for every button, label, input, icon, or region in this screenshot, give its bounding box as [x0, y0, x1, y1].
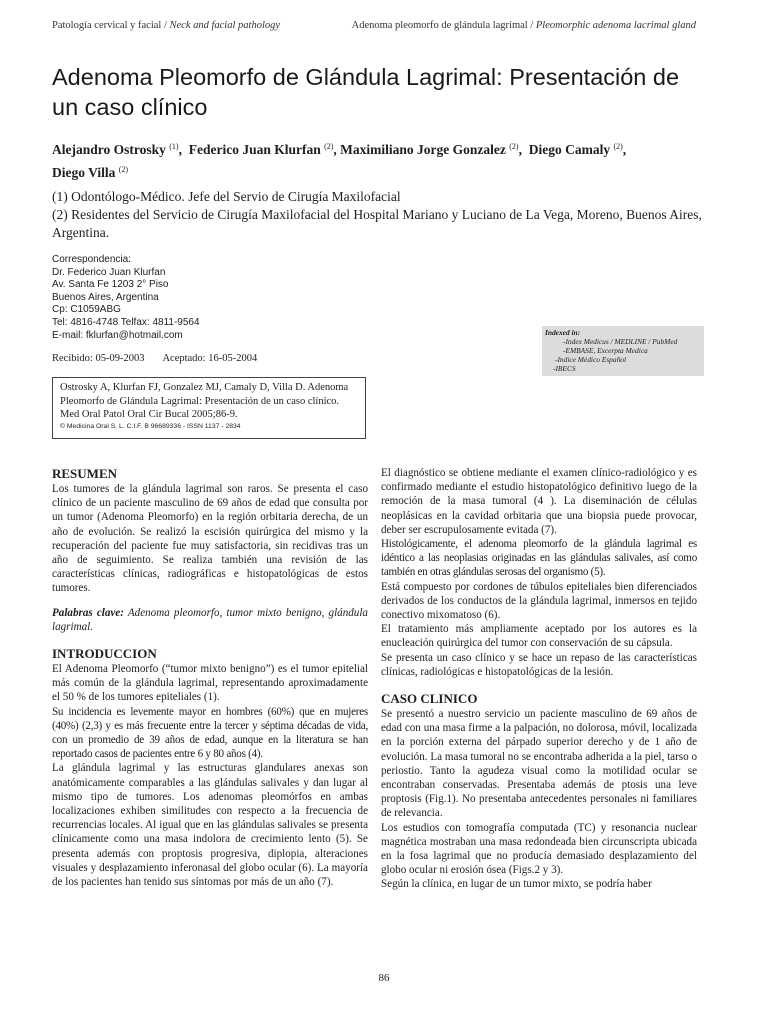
author-name: Maximiliano Jorge Gonzalez [340, 142, 506, 157]
author-ref: (1) [169, 142, 179, 151]
affiliation-1: (1) Odontólogo-Médico. Jefe del Servio de Cirugía Maxilofacial [52, 189, 401, 204]
correspondence-line: Correspondencia: [52, 254, 131, 265]
index-item: -Index Medicus / MEDLINE / PubMed [563, 336, 678, 346]
resumen-text: Los tumores de la glándula lagrimal son raros. Se presenta el caso clínico de un paciente masculino de 69 años de edad que consulta por un tumor (Adenoma Pleomorfo) en la región orbitaria derecha, de un año de evolución. Se realizó la escisión quirúrgica del mismo y la recuperación del paciente fue muy satisfactoria, sin recidivas tras un año de seguimiento. Se realiza también una revisión de las características clínicas, radiográficas e histopatológicas de estos tumores. [52, 483, 368, 595]
accepted-date: Aceptado: 16-05-2004 [162, 353, 258, 364]
author-list: Alejandro Ostrosky $^{(1)}$, Federico Juan Klurfan $^{(2)}$, Maximiliano Jorge Gonzalez $^{(2)}$, Diego Camaly $^{(2)}$, Diego Villa $^{(2)}$ [52, 142, 627, 180]
correspondence-line: Av. Santa Fe 1203 2° Piso [52, 279, 169, 291]
index-item: -EMBASE, Excerpta Medica [563, 345, 648, 355]
index-item: -Indice Médico Español [555, 354, 627, 364]
caso-paragraph: Según la clínica, en lugar de un tumor mixto, se podría haber [381, 878, 652, 891]
header-right-main: Adenoma pleomorfo de glándula lagrimal / [351, 20, 536, 31]
page-number: 86 [378, 972, 390, 984]
received-date: Recibido: 05-09-2003 [52, 353, 145, 364]
citation-box [52, 377, 366, 439]
correspondence-line: Cp: C1059ABG [52, 304, 121, 316]
indexed-in-box [542, 326, 704, 376]
author-ref: (2) [324, 142, 334, 151]
article-title: Adenoma Pleomorfo de Glándula Lagrimal: Presentación de un caso clínico [52, 64, 680, 120]
correspondence-line: Tel: 4816-4748 Telfax: 4811-9564 [52, 316, 200, 328]
right-column [381, 466, 697, 892]
index-item: -IBECS [553, 363, 576, 373]
indexed-label: Indexed in: [545, 328, 581, 337]
intro-paragraph: La glándula lagrimal y las estructuras glandulares anexas son anatómicamente comparables a las glándulas salivales y dan lugar al mismo tipo de tumores. Los adenomas pleomórfos en ambas localizaciones exhiben similitudes con respecto a la frecuencia de recurrencias locales. Al igual que en las glándulas salivales se presenta clínicamente como una masa indolora de crecimiento lento (5). Se presenta además con proptosis progresiva, diplopia, alteraciones visuales y desplazamiento inferonasal del globo ocular (6). La mayoría de los pacientes han tenido sus síntomas por más de un año (7). [52, 762, 368, 889]
body-paragraph: Histológicamente, el adenoma pleomorfo de la glándula lagrimal es idéntico a las neoplasias originadas en las glándulas salivales, así como también en otras glándulas serosas del organismo (5). [381, 538, 697, 579]
author-name: Federico Juan Klurfan [188, 142, 321, 157]
running-header-left [52, 20, 280, 31]
body-paragraph: Se presenta un caso clínico y se hace un repaso de las características clínicas, radiológicas e histopatológicas de la lesión. [381, 651, 697, 678]
header-left-main: Patología cervical y facial / [52, 20, 170, 31]
keywords-text: Adenoma pleomorfo, tumor mixto benigno, glándula lagrimal. [52, 606, 368, 633]
correspondence-block [52, 254, 352, 342]
citation-line: Med Oral Patol Oral Cir Bucal 2005;86-9. [60, 409, 238, 420]
author-name: Alejandro Ostrosky [52, 142, 166, 157]
header-right-italic: Pleomorphic adenoma lacrimal gland [535, 20, 696, 31]
body-paragraph: El diagnóstico se obtiene mediante el examen clínico-radiológico y es confirmado mediante el estudio histopatológico definitivo luego de la remoción de la masa tumoral (4 ). La diseminación de células neoplásicas en la cavidad orbitaria que una biopsia puede provocar, deber ser escrupulosamente evitada (7). [381, 467, 697, 536]
intro-heading: INTRODUCCION [52, 646, 157, 662]
caso-paragraph: Se presentó a nuestro servicio un paciente masculino de 69 años de edad con una masa firme a la palpación, no dolorosa, móvil, localizada en la porción externa del párpado superior derecho y de 1 año de evolución. La masa tumoral no se encontraba adherida a la piel, tarso o periostio. Tanto la agudeza visual como la motilidad ocular se encontraban conservadas. Presentaba además de ptosis una leve proptosis (Fig.1). No presentaba antecedentes personales ni familiares de relevancia. [381, 708, 697, 820]
intro-paragraph: El Adenoma Pleomorfo (“tumor mixto benigno”) es el tumor epitelial más común de la glándula lagrimal, representando aproximadamente el 50 % de los tumores epiteliales (1). [52, 663, 368, 704]
header-left-italic: Neck and facial pathology [169, 20, 281, 31]
submission-dates [52, 353, 257, 364]
author-name: Diego Villa [52, 165, 116, 180]
caso-paragraph: Los estudios con tomografía computada (TC) y resonancia nuclear magnética mostraban una masa redondeada bien circunscripta ubicada en la fosa lagrimal que no producía demasiado desplazamiento del globo ocular ni erosión ósea (Figs.2 y 3). [381, 821, 697, 877]
body-paragraph: Está compuesto por cordones de túbulos epiteliales bien diferenciados derivados de los conductos de la glándula lagrimal, inmersos en tejido conectivo mixomatoso (6). [381, 580, 697, 622]
affiliation-2: (2) Residentes del Servicio de Cirugía Maxilofacial del Hospital Mariano y Luciano de La Vega, Moreno, Buenos Aires, Argentina. [52, 207, 702, 240]
correspondence-email[interactable]: E-mail: fklurfan@hotmail.com [52, 329, 183, 341]
running-header-right [352, 20, 696, 31]
keywords [52, 606, 368, 634]
correspondence-line: Dr. Federico Juan Klurfan [52, 266, 166, 278]
copyright-line: © Medicina Oral S. L. C.I.F. B 96689336 - ISSN 1137 - 2834 [60, 422, 241, 430]
resumen-heading: RESUMEN [52, 466, 118, 481]
author-ref: (2) [509, 142, 519, 151]
left-column [52, 466, 368, 889]
caso-heading: CASO CLINICO [381, 691, 478, 707]
correspondence-line: Buenos Aires, Argentina [52, 291, 159, 303]
intro-paragraph: Su incidencia es levemente mayor en hombres (60%) que en mujeres (40%) (2,3) y es más frecuente entre la tercer y séptima décadas de vida, con un promedio de 39 años de edad, aunque en la literatura se han reportado casos de pacientes entre 6 y 80 años (4). [52, 705, 368, 761]
body-paragraph: El tratamiento más ampliamente aceptado por los autores es la enucleación quirúrgica del tumor con conservación de su cápsula. [381, 623, 697, 650]
citation-line: Ostrosky A, Klurfan FJ, Gonzalez MJ, Camaly D, Villa D. Adenoma [60, 382, 349, 393]
author-ref: (2) [118, 165, 129, 174]
author-ref: (2) [613, 142, 623, 151]
author-name: Diego Camaly [528, 142, 611, 157]
keywords-label: Palabras clave: [52, 606, 124, 619]
citation-line: Pleomorfo de Glándula Lagrimal: Presentación de un caso clínico. [60, 395, 340, 407]
